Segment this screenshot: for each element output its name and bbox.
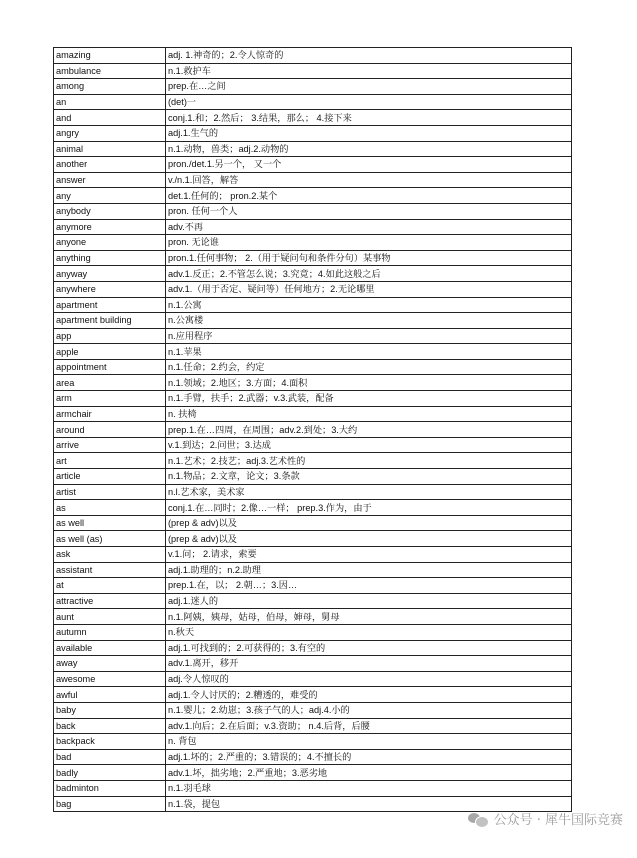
definition-cell: n.1.领域；2.地区；3.方面；4.面积 xyxy=(166,375,572,391)
table-row xyxy=(54,562,572,578)
definition-cell: n.秋天 xyxy=(166,624,572,640)
definition-cell: pron.1.任何事物； 2.（用于疑问句和条件分句）某事物 xyxy=(166,250,572,266)
word-cell: another xyxy=(54,157,166,173)
table-row xyxy=(54,624,572,640)
table-row xyxy=(54,437,572,453)
word-cell: art xyxy=(54,453,166,469)
definition-cell: n.1.羽毛球 xyxy=(166,780,572,796)
word-cell: apartment xyxy=(54,297,166,313)
definition-cell: adv.1.坏，拙劣地；2.严重地；3.恶劣地 xyxy=(166,765,572,781)
word-cell: attractive xyxy=(54,593,166,609)
word-cell: as well (as) xyxy=(54,531,166,547)
definition-cell: n.1.动物，兽类；adj.2.动物的 xyxy=(166,141,572,157)
definition-cell: adj.1.坏的；2.严重的；3.错误的；4.不擅长的 xyxy=(166,749,572,765)
word-cell: artist xyxy=(54,484,166,500)
definition-cell: adj.1.可找到的；2.可获得的；3.有空的 xyxy=(166,640,572,656)
table-row xyxy=(54,469,572,485)
definition-cell: adv.1.向后；2.在后面；v.3.资助； n.4.后背，后腰 xyxy=(166,718,572,734)
wechat-icon xyxy=(468,811,488,827)
word-cell: answer xyxy=(54,172,166,188)
table-row xyxy=(54,702,572,718)
word-cell: arrive xyxy=(54,437,166,453)
definition-cell: n.1.任命；2.约会，约定 xyxy=(166,359,572,375)
word-cell: arm xyxy=(54,391,166,407)
word-cell: back xyxy=(54,718,166,734)
table-row xyxy=(54,375,572,391)
table-row xyxy=(54,125,572,141)
definition-cell: (det)一 xyxy=(166,94,572,110)
table-row xyxy=(54,593,572,609)
definition-cell: v.1.问； 2.请求，索要 xyxy=(166,547,572,563)
definition-cell: n.1.救护车 xyxy=(166,63,572,79)
watermark xyxy=(468,809,623,828)
definition-cell: n.应用程序 xyxy=(166,328,572,344)
watermark-text: 公众号 · 犀牛国际竞赛 xyxy=(493,813,623,828)
word-cell: available xyxy=(54,640,166,656)
table-row xyxy=(54,94,572,110)
table-row xyxy=(54,547,572,563)
definition-cell: adj.1.助理的；n.2.助理 xyxy=(166,562,572,578)
table-row xyxy=(54,110,572,126)
word-cell: angry xyxy=(54,125,166,141)
table-row xyxy=(54,48,572,64)
table-row xyxy=(54,671,572,687)
word-cell: area xyxy=(54,375,166,391)
word-cell: anything xyxy=(54,250,166,266)
vocabulary-table-body xyxy=(54,48,572,812)
table-row xyxy=(54,203,572,219)
word-cell: aunt xyxy=(54,609,166,625)
table-row xyxy=(54,391,572,407)
definition-cell: n.1.苹果 xyxy=(166,344,572,360)
table-row xyxy=(54,63,572,79)
table-row xyxy=(54,640,572,656)
table-row xyxy=(54,687,572,703)
word-cell: assistant xyxy=(54,562,166,578)
word-cell: badminton xyxy=(54,780,166,796)
definition-cell: n.1.物品；2.文章，论文；3.条款 xyxy=(166,469,572,485)
definition-cell: prep.在…之间 xyxy=(166,79,572,95)
definition-cell: n.1.袋，提包 xyxy=(166,796,572,812)
word-cell: ask xyxy=(54,547,166,563)
word-cell: badly xyxy=(54,765,166,781)
word-cell: autumn xyxy=(54,624,166,640)
table-row xyxy=(54,188,572,204)
word-cell: awful xyxy=(54,687,166,703)
word-cell: and xyxy=(54,110,166,126)
table-row xyxy=(54,141,572,157)
definition-cell: n.1.婴儿；2.幼崽；3.孩子气的人；adj.4.小的 xyxy=(166,702,572,718)
table-row xyxy=(54,515,572,531)
definition-cell: pron. 任何一个人 xyxy=(166,203,572,219)
definition-cell: (prep & adv)以及 xyxy=(166,531,572,547)
word-cell: apartment building xyxy=(54,313,166,329)
word-cell: at xyxy=(54,578,166,594)
definition-cell: v./n.1.回答，解答 xyxy=(166,172,572,188)
definition-cell: adv.1.离开，移开 xyxy=(166,656,572,672)
definition-cell: adv.1.（用于否定、疑问等）任何地方；2.无论哪里 xyxy=(166,281,572,297)
definition-cell: prep.1.在…四周，在周围；adv.2.到处；3.大约 xyxy=(166,422,572,438)
definition-cell: adj. 1.神奇的；2.令人惊奇的 xyxy=(166,48,572,64)
word-cell: any xyxy=(54,188,166,204)
table-row xyxy=(54,344,572,360)
definition-cell: n. 扶椅 xyxy=(166,406,572,422)
definition-cell: n.1.艺术；2.技艺；adj.3.艺术性的 xyxy=(166,453,572,469)
table-row xyxy=(54,157,572,173)
table-row xyxy=(54,749,572,765)
table-row xyxy=(54,328,572,344)
definition-cell: conj.1.和；2.然后； 3.结果，那么； 4.接下来 xyxy=(166,110,572,126)
table-row xyxy=(54,578,572,594)
table-row xyxy=(54,780,572,796)
word-cell: amazing xyxy=(54,48,166,64)
definition-cell: n.1.公寓 xyxy=(166,297,572,313)
definition-cell: conj.1.在…同时；2.像…一样； prep.3.作为，由于 xyxy=(166,500,572,516)
table-row xyxy=(54,235,572,251)
word-cell: app xyxy=(54,328,166,344)
word-cell: as well xyxy=(54,515,166,531)
vocabulary-table xyxy=(53,47,572,812)
word-cell: as xyxy=(54,500,166,516)
definition-cell: pron./det.1.另一个， 又一个 xyxy=(166,157,572,173)
word-cell: awesome xyxy=(54,671,166,687)
table-row xyxy=(54,79,572,95)
word-cell: baby xyxy=(54,702,166,718)
table-row xyxy=(54,500,572,516)
table-row xyxy=(54,281,572,297)
definition-cell: adv.不再 xyxy=(166,219,572,235)
definition-cell: adv.1.反正；2.不管怎么说；3.究竟；4.如此这般之后 xyxy=(166,266,572,282)
definition-cell: n.1.阿姨，姨母，姑母，伯母，婶母，舅母 xyxy=(166,609,572,625)
definition-cell: (prep & adv)以及 xyxy=(166,515,572,531)
word-cell: backpack xyxy=(54,734,166,750)
table-row xyxy=(54,250,572,266)
table-row xyxy=(54,359,572,375)
word-cell: apple xyxy=(54,344,166,360)
definition-cell: prep.1.在，以； 2.朝…；3.因… xyxy=(166,578,572,594)
table-row xyxy=(54,718,572,734)
word-cell: bad xyxy=(54,749,166,765)
word-cell: an xyxy=(54,94,166,110)
definition-cell: n.公寓楼 xyxy=(166,313,572,329)
word-cell: bag xyxy=(54,796,166,812)
table-row xyxy=(54,765,572,781)
table-row xyxy=(54,266,572,282)
word-cell: among xyxy=(54,79,166,95)
table-row xyxy=(54,609,572,625)
definition-cell: n.l.艺术家，美术家 xyxy=(166,484,572,500)
definition-cell: n. 背包 xyxy=(166,734,572,750)
word-cell: around xyxy=(54,422,166,438)
table-row xyxy=(54,406,572,422)
table-row xyxy=(54,422,572,438)
definition-cell: adj.1.迷人的 xyxy=(166,593,572,609)
definition-cell: det.1.任何的； pron.2.某个 xyxy=(166,188,572,204)
table-row xyxy=(54,219,572,235)
word-cell: appointment xyxy=(54,359,166,375)
table-row xyxy=(54,172,572,188)
table-row xyxy=(54,734,572,750)
definition-cell: adj.1.令人讨厌的；2.糟透的，难受的 xyxy=(166,687,572,703)
definition-cell: n.1.手臂，扶手；2.武器；v.3.武装，配备 xyxy=(166,391,572,407)
definition-cell: pron. 无论谁 xyxy=(166,235,572,251)
word-cell: anymore xyxy=(54,219,166,235)
table-row xyxy=(54,531,572,547)
word-cell: away xyxy=(54,656,166,672)
word-cell: anywhere xyxy=(54,281,166,297)
table-row xyxy=(54,453,572,469)
word-cell: ambulance xyxy=(54,63,166,79)
word-cell: anyway xyxy=(54,266,166,282)
table-row xyxy=(54,313,572,329)
word-cell: article xyxy=(54,469,166,485)
table-row xyxy=(54,484,572,500)
definition-cell: v.1.到达；2.问世；3.达成 xyxy=(166,437,572,453)
word-cell: armchair xyxy=(54,406,166,422)
table-row xyxy=(54,297,572,313)
table-row xyxy=(54,656,572,672)
word-cell: anyone xyxy=(54,235,166,251)
word-cell: animal xyxy=(54,141,166,157)
word-cell: anybody xyxy=(54,203,166,219)
definition-cell: adj.1.生气的 xyxy=(166,125,572,141)
definition-cell: adj.令人惊叹的 xyxy=(166,671,572,687)
